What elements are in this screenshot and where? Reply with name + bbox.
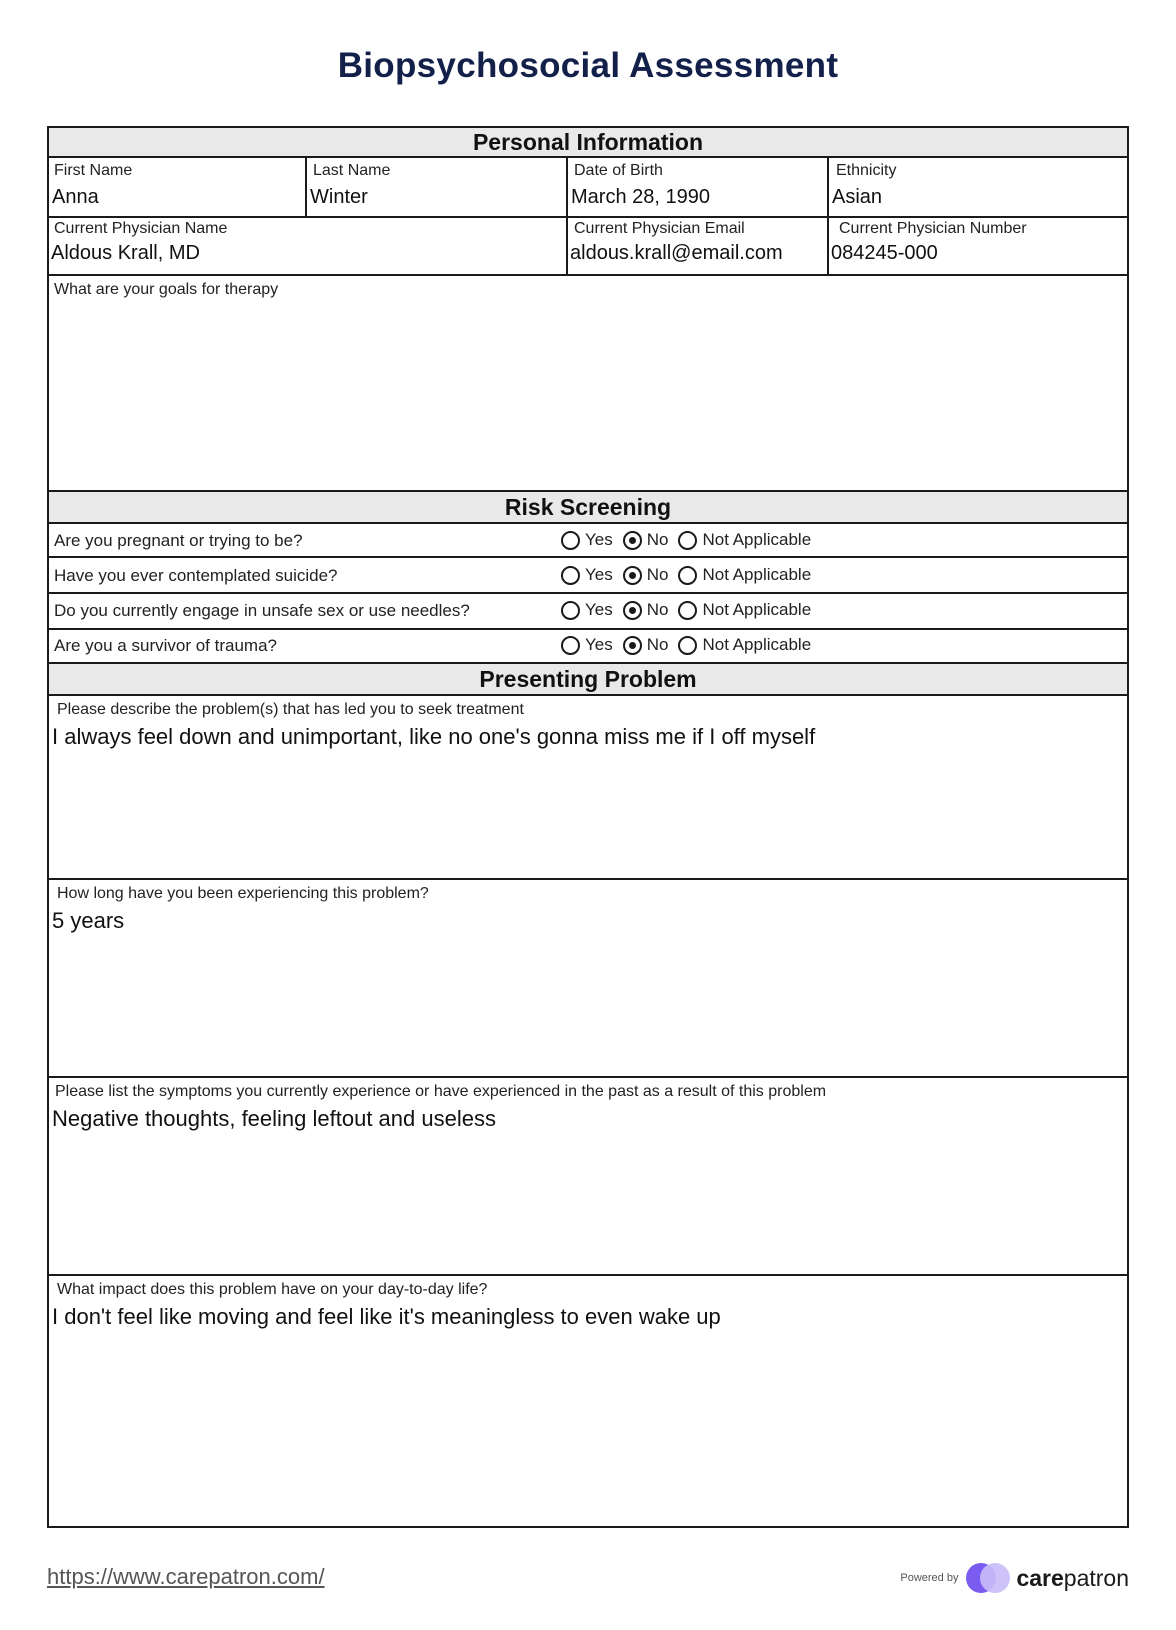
symptoms-value: Negative thoughts, feeling leftout and useless — [52, 1106, 496, 1131]
risk-question-row — [49, 594, 1127, 630]
physician-email-field[interactable] — [568, 218, 827, 276]
first-name-field[interactable] — [49, 158, 305, 216]
dob-label: Date of Birth — [574, 162, 663, 179]
radio-no[interactable] — [623, 531, 642, 550]
ethnicity-label: Ethnicity — [836, 162, 897, 179]
dob-value: March 28, 1990 — [571, 186, 710, 208]
last-name-value: Winter — [310, 186, 368, 208]
radio-yes-label: Yes — [585, 635, 613, 654]
risk-question-row — [49, 630, 1127, 664]
radio-not-applicable[interactable] — [678, 531, 697, 550]
radio-yes-label: Yes — [585, 530, 613, 549]
daily-impact-field[interactable] — [49, 1276, 1127, 1526]
carepatron-brand — [900, 1561, 1129, 1595]
radio-no-label: No — [646, 635, 669, 654]
risk-question-text: Have you ever contemplated suicide? — [54, 566, 338, 585]
radio-no-label: No — [646, 600, 669, 619]
radio-not-applicable-label: Not Applicable — [702, 530, 812, 549]
radio-yes[interactable] — [561, 636, 580, 655]
radio-yes-label: Yes — [585, 600, 613, 619]
radio-no[interactable] — [623, 601, 642, 620]
physician-number-label: Current Physician Number — [839, 220, 1027, 237]
physician-number-field[interactable] — [829, 218, 1127, 276]
carepatron-logo-icon — [966, 1561, 1010, 1595]
radio-not-applicable[interactable] — [678, 566, 697, 585]
radio-no[interactable] — [623, 636, 642, 655]
first-name-value: Anna — [52, 186, 99, 208]
last-name-field[interactable] — [307, 158, 566, 216]
dob-field[interactable] — [568, 158, 827, 216]
symptoms-label: Please list the symptoms you currently experience or have experienced in the past as a result of this problem — [55, 1083, 827, 1100]
physician-email-value: aldous.krall@email.com — [570, 242, 783, 264]
problem-description-value: I always feel down and unimportant, like no one's gonna miss me if I off myself — [52, 724, 816, 749]
problem-duration-label: How long have you been experiencing this problem? — [57, 885, 429, 902]
radio-no[interactable] — [623, 566, 642, 585]
problem-description-field[interactable] — [49, 696, 1127, 880]
physician-number-value: 084245-000 — [831, 242, 938, 264]
radio-no-label: No — [646, 565, 669, 584]
radio-yes[interactable] — [561, 531, 580, 550]
risk-question-text: Are you a survivor of trauma? — [54, 636, 277, 655]
radio-yes[interactable] — [561, 566, 580, 585]
risk-question-row — [49, 560, 1127, 594]
radio-yes-label: Yes — [585, 565, 613, 584]
presenting-problem-header: Presenting Problem — [49, 664, 1127, 696]
first-name-label: First Name — [54, 162, 133, 179]
risk-screening-header: Risk Screening — [49, 492, 1127, 524]
physician-name-label: Current Physician Name — [54, 220, 228, 237]
radio-not-applicable-label: Not Applicable — [702, 600, 812, 619]
assessment-form — [47, 126, 1129, 1528]
risk-question-text: Are you pregnant or trying to be? — [54, 531, 303, 550]
symptoms-field[interactable] — [49, 1078, 1127, 1276]
ethnicity-field[interactable] — [829, 158, 1127, 216]
radio-not-applicable-label: Not Applicable — [702, 565, 812, 584]
radio-not-applicable[interactable] — [678, 601, 697, 620]
radio-not-applicable-label: Not Applicable — [702, 635, 812, 654]
physician-name-value: Aldous Krall, MD — [51, 242, 200, 264]
risk-question-row — [49, 524, 1127, 558]
radio-yes[interactable] — [561, 601, 580, 620]
powered-by-text: Powered by — [900, 1572, 959, 1584]
page-title: Biopsychosocial Assessment — [337, 46, 839, 85]
daily-impact-label: What impact does this problem have on your day-to-day life? — [57, 1281, 488, 1298]
therapy-goals-label: What are your goals for therapy — [54, 281, 279, 298]
carepatron-wordmark: carepatron — [1016, 1564, 1129, 1591]
last-name-label: Last Name — [313, 162, 391, 179]
carepatron-url-link[interactable]: https://www.carepatron.com/ — [47, 1564, 325, 1589]
personal-info-header: Personal Information — [49, 128, 1127, 158]
physician-email-label: Current Physician Email — [574, 220, 745, 237]
therapy-goals-field[interactable] — [49, 276, 1127, 490]
problem-duration-field[interactable] — [49, 880, 1127, 1078]
problem-description-label: Please describe the problem(s) that has led you to seek treatment — [57, 701, 524, 718]
radio-not-applicable[interactable] — [678, 636, 697, 655]
ethnicity-value: Asian — [832, 186, 883, 208]
daily-impact-value: I don't feel like moving and feel like it's meaningless to even wake up — [52, 1304, 721, 1329]
radio-no-label: No — [646, 530, 669, 549]
problem-duration-value: 5 years — [52, 908, 125, 933]
risk-question-text: Do you currently engage in unsafe sex or use needles? — [54, 601, 470, 620]
physician-name-field[interactable] — [49, 218, 566, 276]
